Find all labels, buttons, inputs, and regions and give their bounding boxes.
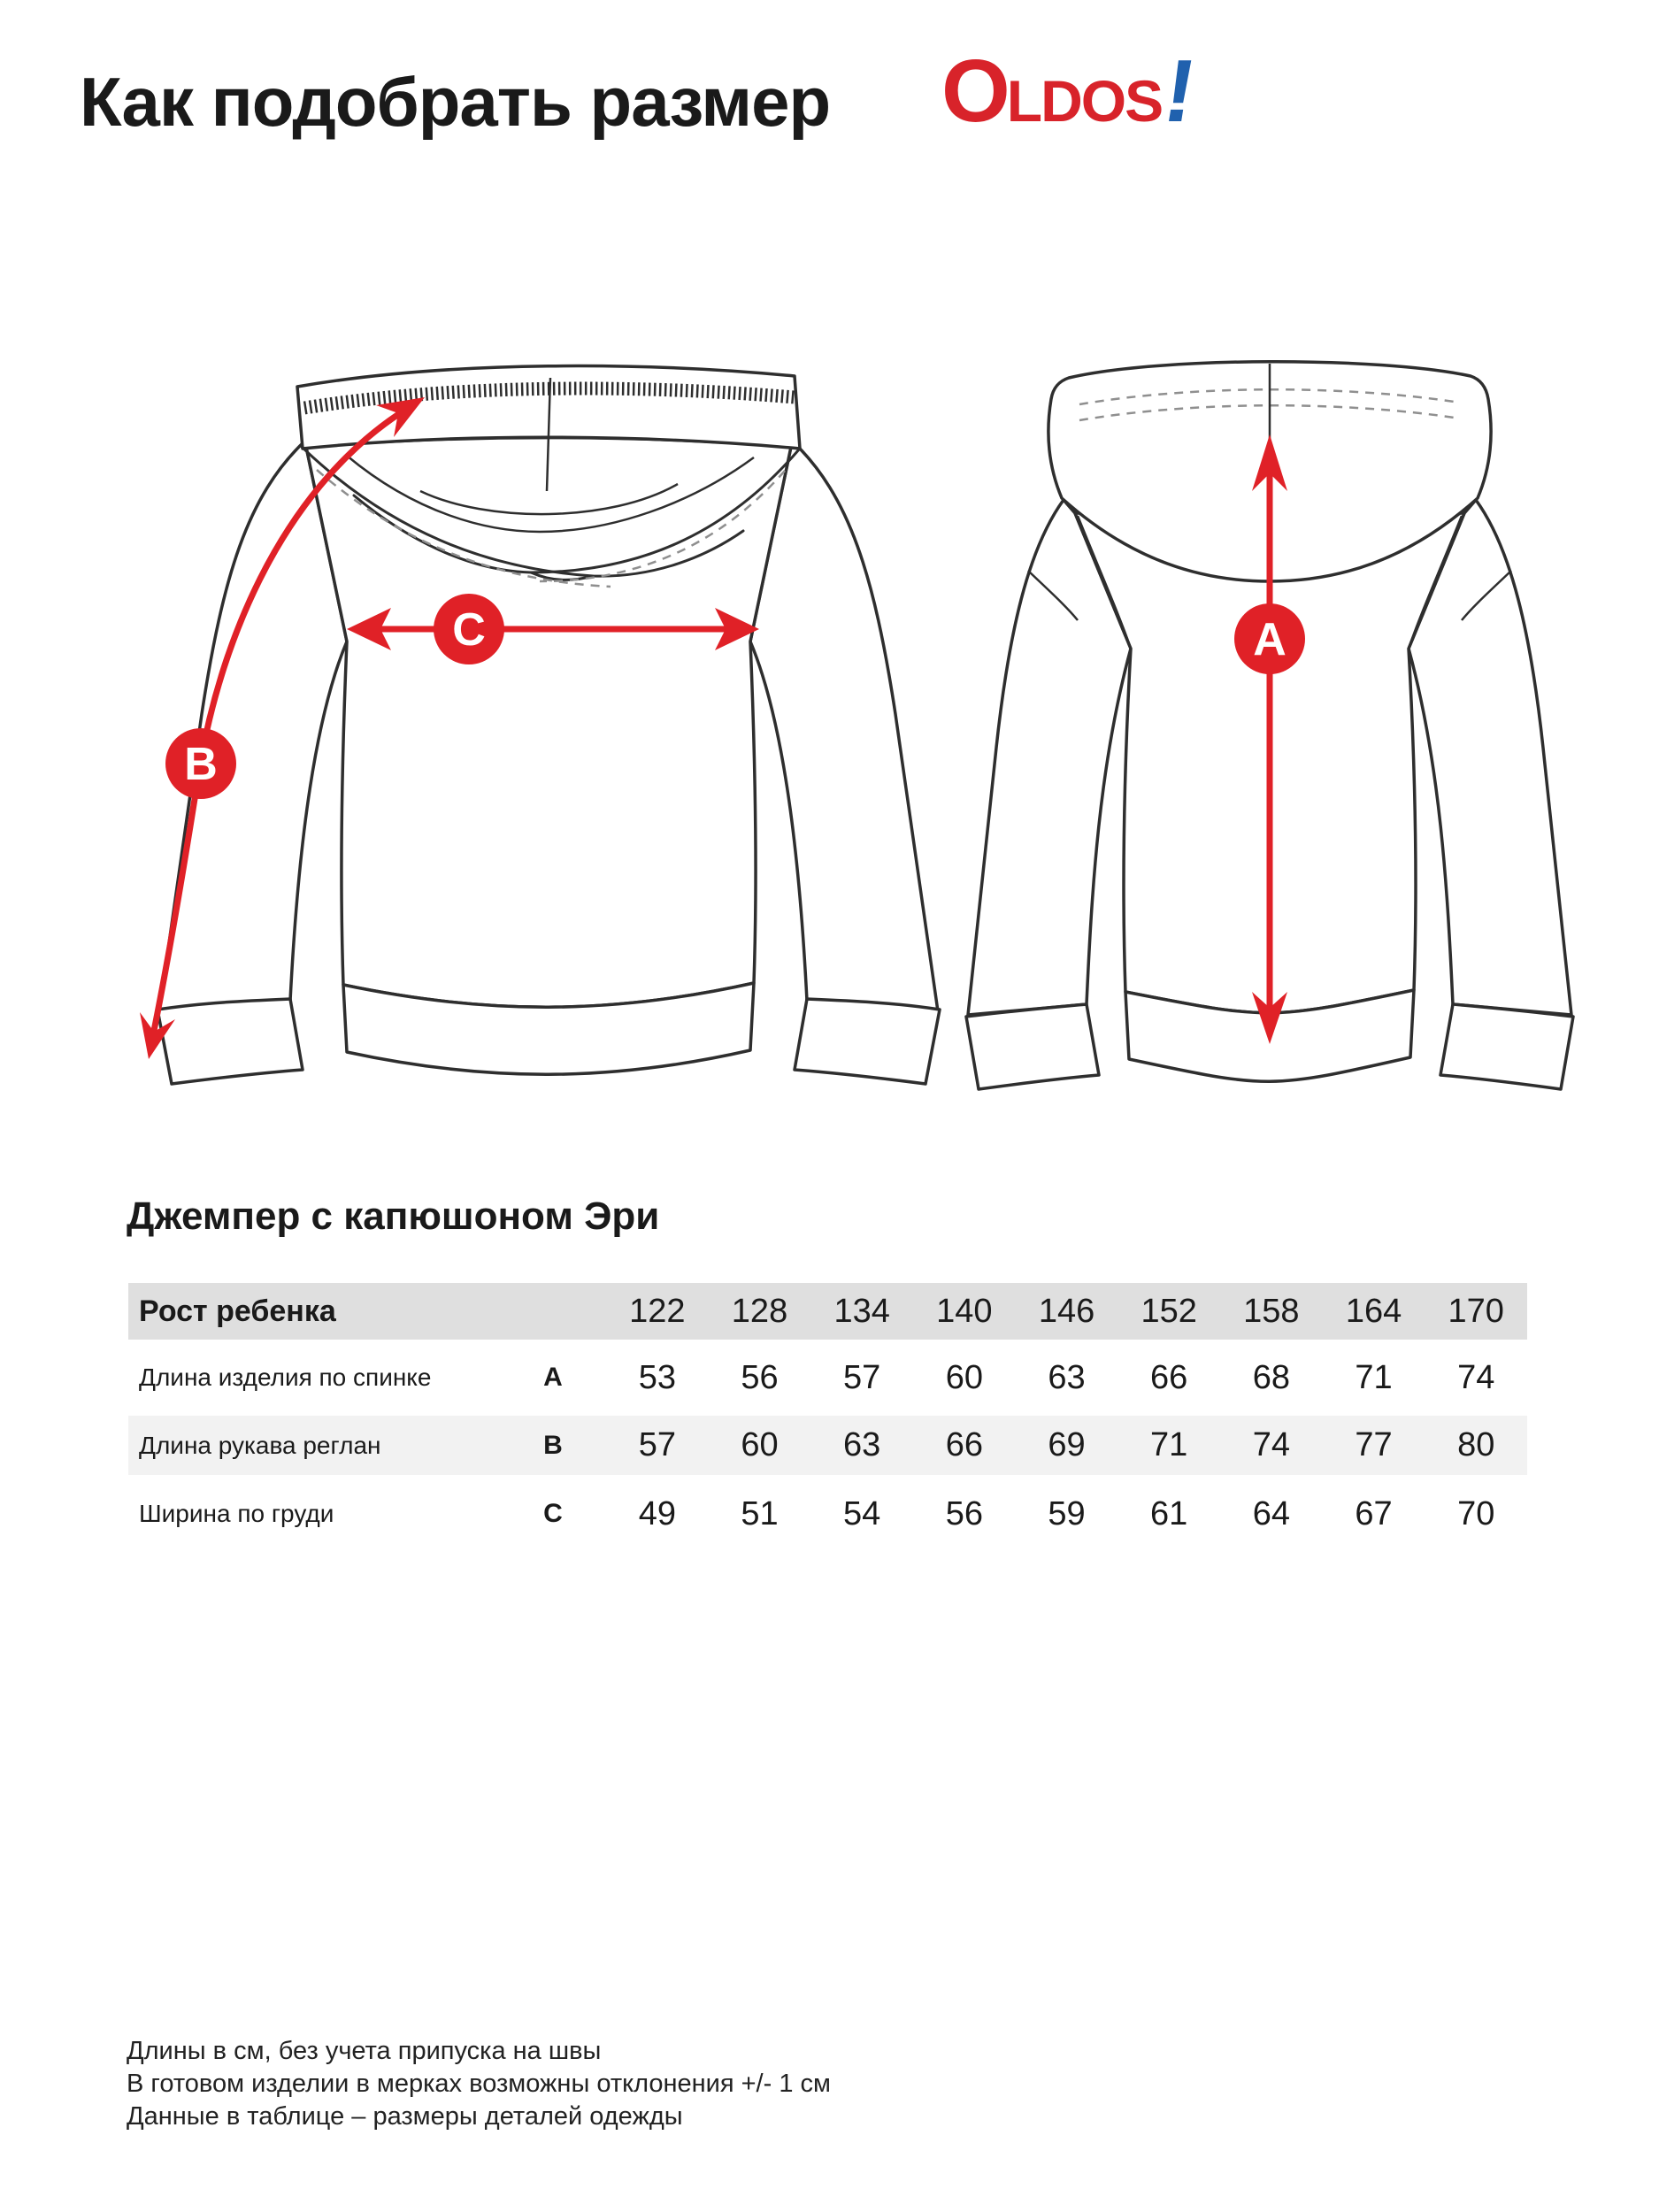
table-cell: 77 [1355,1426,1393,1463]
table-cell: 71 [1150,1426,1188,1463]
table-cell: 60 [945,1358,983,1396]
table-cell: 53 [638,1358,676,1396]
table-header-letter-spacer [500,1283,606,1340]
table-header-row [128,1283,1527,1340]
table-cell: 128 [731,1292,788,1330]
table-cell: 54 [843,1494,881,1532]
row-label: Длина рукава реглан [139,1431,381,1459]
table-cell: 71 [1355,1358,1393,1396]
table-cell: 66 [945,1426,983,1463]
table-cell: 63 [1048,1358,1086,1396]
table-cell: 66 [1150,1358,1188,1396]
table-cell: 64 [1252,1494,1290,1532]
front-body [306,438,791,1008]
table-cell: 70 [1457,1494,1495,1532]
row-letter: A [543,1363,563,1392]
footnote-line: Длины в см, без учета припуска на швы [127,2037,602,2065]
table-header-label: Рост ребенка [139,1294,336,1328]
table-header-sizes [606,1283,1527,1340]
row-letter: C [543,1499,563,1528]
product-title: Джемпер с капюшоном Эри [127,1194,660,1238]
table-cell: 51 [741,1494,779,1532]
table-cell: 134 [833,1292,890,1330]
measure-label-c: C [452,604,486,656]
logo-letters-ldos: LDOS [1006,68,1163,134]
table-cell: 57 [638,1426,676,1463]
table-cell: 56 [741,1358,779,1396]
measure-label-b: B [184,739,218,790]
front-right-cuff [795,999,940,1084]
back-left-cuff [966,1004,1099,1089]
oldos-logo [941,42,1203,141]
logo-letter-o: O [941,42,1007,141]
table-cell: 152 [1141,1292,1197,1330]
logo-exclamation: ! [1157,42,1203,141]
table-cell: 57 [843,1358,881,1396]
table-cell: 56 [945,1494,983,1532]
front-right-sleeve [750,442,938,1011]
hoodie-front-view-diagram [115,349,991,1102]
row-letter: B [543,1430,563,1460]
table-cell: 170 [1448,1292,1504,1330]
table-cell: 67 [1355,1494,1393,1532]
row-values [606,1475,1527,1553]
table-cell: 140 [936,1292,993,1330]
table-cell: 164 [1345,1292,1402,1330]
row-label: Длина изделия по спинке [139,1363,432,1391]
table-cell: 59 [1048,1494,1086,1532]
table-cell: 63 [843,1426,881,1463]
footnotes [127,2035,831,2133]
back-right-cuff [1440,1004,1573,1089]
front-left-sleeve [159,442,347,1011]
front-left-cuff [157,999,303,1084]
table-cell: 60 [741,1426,779,1463]
row-values [606,1340,1527,1416]
table-cell: 146 [1038,1292,1095,1330]
table-cell: 68 [1252,1358,1290,1396]
row-label: Ширина по груди [139,1500,334,1527]
footnote-line: Данные в таблице – размеры деталей одежды [127,2102,683,2131]
table-cell: 122 [629,1292,686,1330]
hoodie-back-view-diagram [947,349,1593,1102]
size-table [128,1283,1527,1553]
table-cell: 61 [1150,1494,1188,1532]
table-cell: 49 [638,1494,676,1532]
table-cell: 158 [1243,1292,1300,1330]
footnote-line: В готовом изделии в мерках возможны отклонения +/- 1 см [127,2070,831,2098]
row-values [606,1416,1527,1475]
table-cell: 74 [1457,1358,1495,1396]
table-cell: 74 [1252,1426,1290,1463]
measure-label-a: A [1253,614,1286,665]
table-row-sleeve-length [128,1416,1527,1475]
table-cell: 69 [1048,1426,1086,1463]
table-cell: 80 [1457,1426,1495,1463]
table-row-chest-width [128,1475,1527,1553]
page-title: Как подобрать размер [80,63,831,141]
table-row-back-length [128,1340,1527,1416]
